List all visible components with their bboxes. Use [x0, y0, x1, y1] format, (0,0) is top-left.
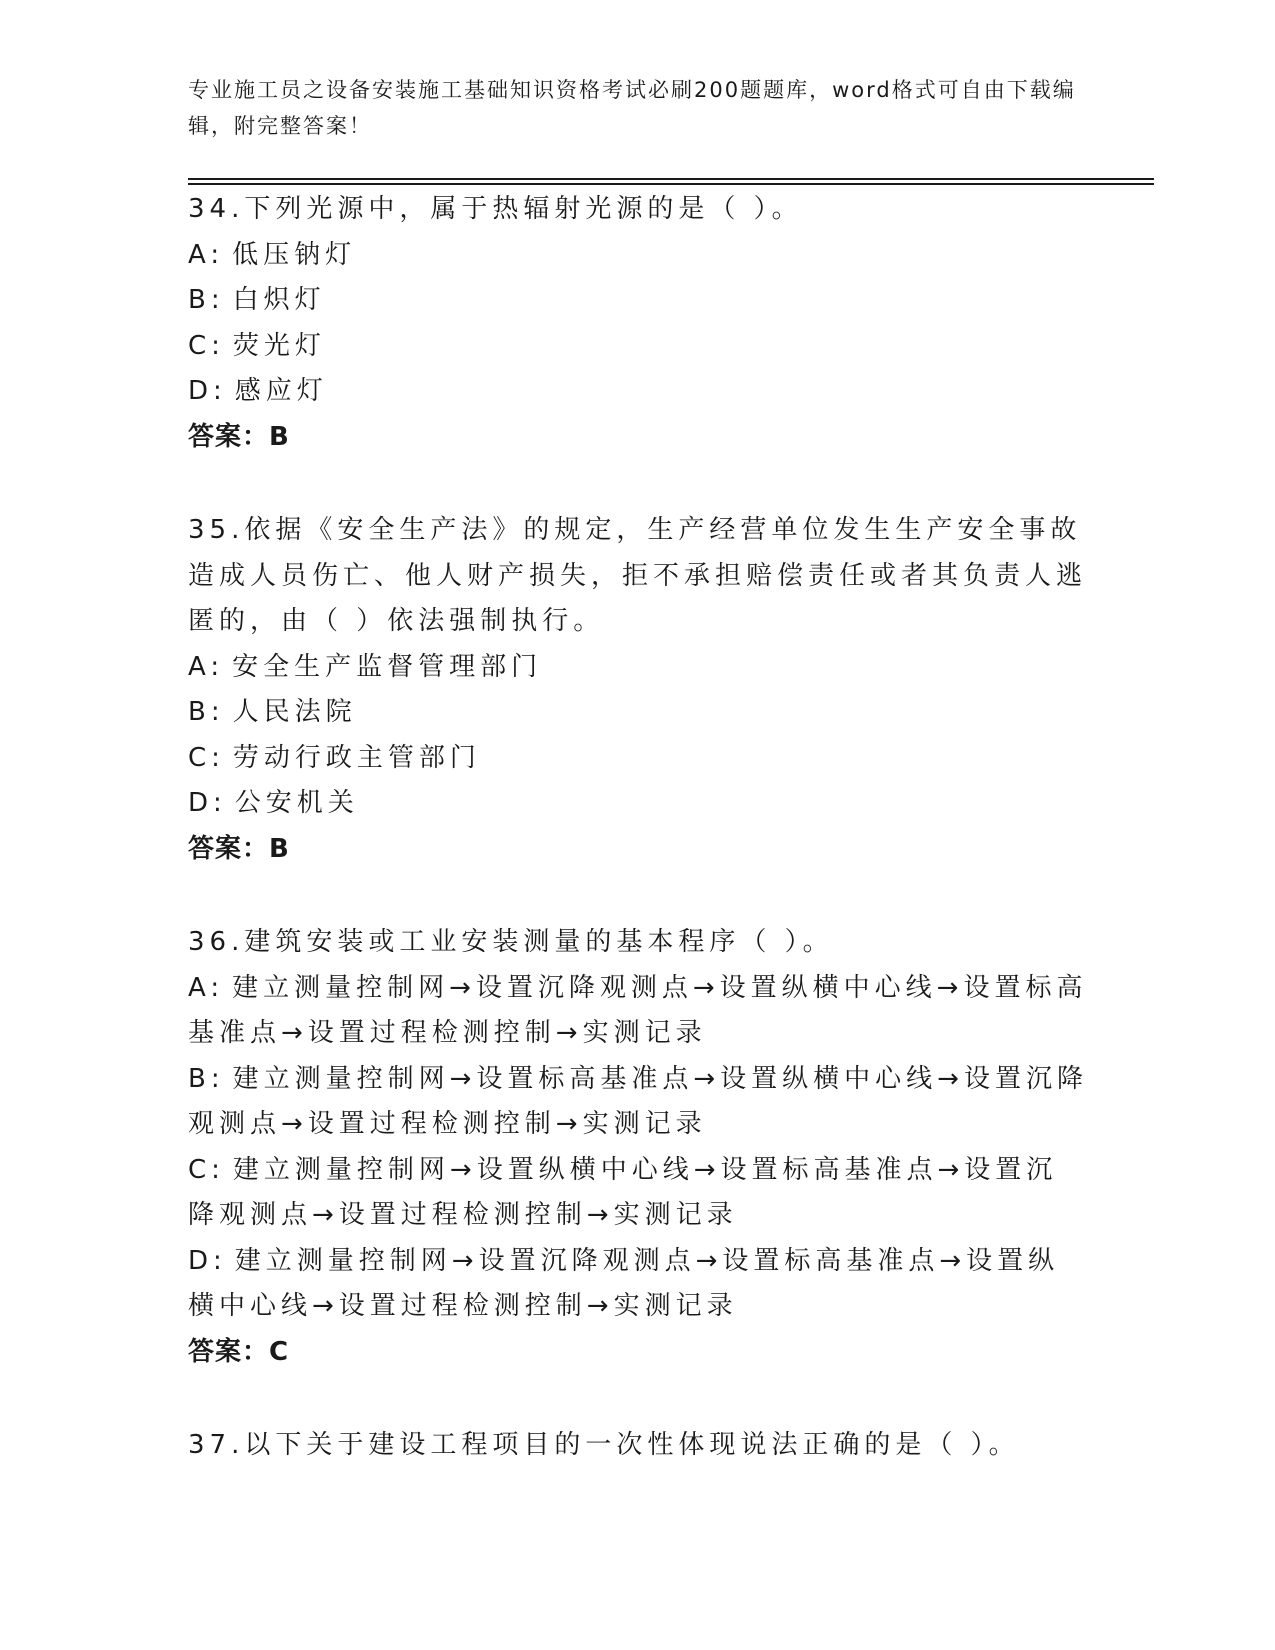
question-list	[188, 187, 1088, 1517]
answer-line: 答案：C	[188, 1336, 290, 1367]
option-key: A:	[188, 239, 225, 270]
question-stem: 37.以下关于建设工程项目的一次性体现说法正确的是（ ）。	[188, 1430, 1020, 1460]
option-b	[188, 278, 1088, 324]
header-intro-text: 专业施工员之设备安装施工基础知识资格考试必刷200题题库，word格式可自由下载编辑，附完整答案！	[188, 78, 1076, 138]
header-divider-bottom	[188, 183, 1154, 185]
option-key: B:	[188, 1063, 225, 1094]
question-37	[188, 1423, 1088, 1469]
option-key: B:	[188, 697, 225, 727]
option-d	[188, 781, 1088, 827]
answer-line: 答案：B	[188, 421, 290, 452]
option-key: C:	[188, 742, 225, 773]
option-a	[188, 645, 1088, 691]
option-text: 荧光灯	[232, 330, 326, 361]
question-34	[188, 187, 1088, 460]
header-divider-top	[188, 178, 1154, 180]
question-stem: 36.建筑安装或工业安装测量的基本程序（ ）。	[188, 927, 834, 957]
option-c	[188, 736, 1088, 782]
option-text: 安全生产监督管理部门	[232, 651, 543, 682]
option-key: A:	[188, 972, 225, 1003]
option-key: D:	[188, 788, 227, 818]
option-b	[188, 1057, 1088, 1148]
option-c	[188, 324, 1088, 370]
option-d	[188, 1239, 1088, 1330]
option-key: C:	[188, 1154, 225, 1185]
option-text: 白炽灯	[232, 285, 326, 315]
option-d	[188, 369, 1088, 415]
option-text: 建立测量控制网→设置标高基准点→设置纵横中心线→设置沉降观测点→设置过程检测控制→实测记录	[188, 1063, 1088, 1139]
question-35	[188, 508, 1088, 872]
option-key: D:	[188, 1245, 227, 1276]
option-text: 人民法院	[232, 697, 357, 727]
answer-line: 答案：B	[188, 833, 290, 864]
option-text: 劳动行政主管部门	[232, 742, 481, 773]
option-text: 建立测量控制网→设置沉降观测点→设置标高基准点→设置纵横中心线→设置过程检测控制→实测记录	[188, 1245, 1060, 1321]
option-a	[188, 966, 1088, 1057]
option-c	[188, 1148, 1088, 1239]
option-key: D:	[188, 376, 227, 406]
option-text: 建立测量控制网→设置纵横中心线→设置标高基准点→设置沉降观测点→设置过程检测控制→实测记录	[188, 1154, 1058, 1230]
question-stem: 34.下列光源中，属于热辐射光源的是（ ）。	[188, 194, 803, 224]
option-a	[188, 233, 1088, 279]
option-key: C:	[188, 330, 225, 361]
question-stem: 35.依据《安全生产法》的规定，生产经营单位发生生产安全事故造成人员伤亡、他人财产损失，拒不承担赔偿责任或者其负责人逃匿的，由（ ）依法强制执行。	[188, 515, 1088, 636]
document-header	[188, 72, 1088, 144]
option-text: 公安机关	[234, 788, 359, 818]
option-b	[188, 690, 1088, 736]
question-36	[188, 920, 1088, 1375]
option-key: B:	[188, 285, 225, 315]
option-text: 感应灯	[234, 376, 328, 406]
option-key: A:	[188, 651, 225, 682]
option-text: 低压钠灯	[232, 239, 357, 270]
option-text: 建立测量控制网→设置沉降观测点→设置纵横中心线→设置标高基准点→设置过程检测控制→实测记录	[188, 972, 1088, 1048]
